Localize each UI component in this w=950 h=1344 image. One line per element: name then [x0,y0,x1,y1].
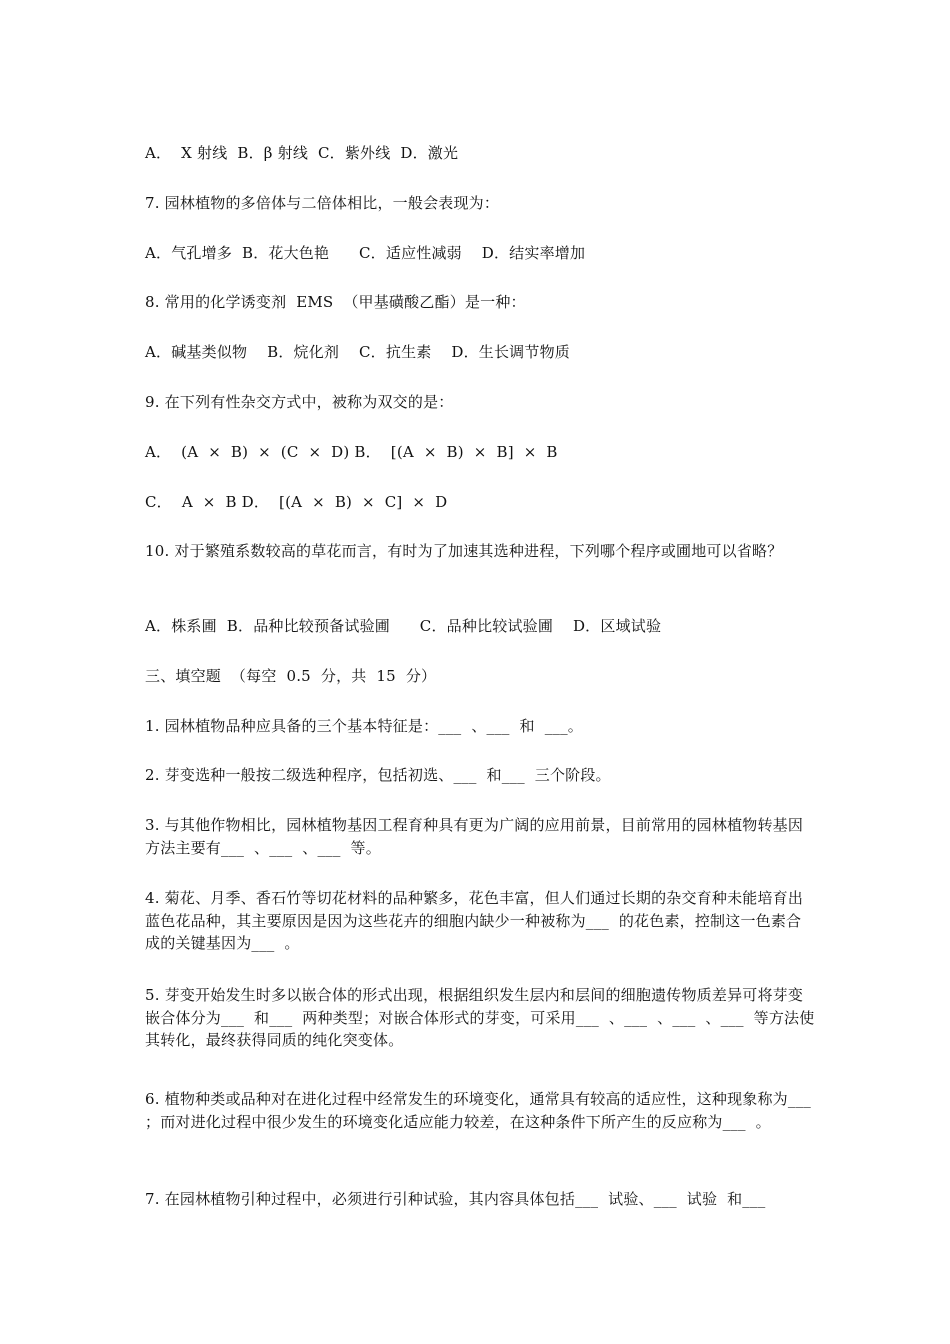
fill-q2: 2. 芽变选种一般按二级选种程序，包括初选、___ 和___ 三个阶段。 [145,766,611,784]
q9-question: 9. 在下列有性杂交方式中，被称为双交的是： [145,393,454,411]
fill-q1: 1. 园林植物品种应具备的三个基本特征是：___ 、___ 和 ___。 [145,717,583,735]
fill-q4: 4. 菊花、月季、香石竹等切花材料的品种繁多，花色丰富，但人们通过长期的杂交育种未能培育出蓝色花品种，其主要原因是因为这些花卉的细胞内缺少一种被称为___ 的花色素，控制这一色素合成的关键基因为___ 。 [145,889,804,952]
q9-options-ab: A． (A × B) × (C × D) B． [(A × B) × B] × B [145,443,558,461]
q8-question: 8. 常用的化学诱变剂 EMS （甲基磺酸乙酯）是一种： [145,293,526,311]
fill-q3: 3. 与其他作物相比，园林植物基因工程育种具有更为广阔的应用前景，目前常用的园林植物转基因方法主要有___ 、___ 、___ 等。 [145,816,804,857]
fill-q5: 5. 芽变开始发生时多以嵌合体的形式出现，根据组织发生层内和层间的细胞遗传物质差异可将芽变嵌合体分为___ 和___ 两种类型；对嵌合体形式的芽变，可采用___ 、___ 、___ 、___ 等方法使其转化，最终获得同质的纯化突变体。 [145,986,815,1049]
q8-options: A．碱基类似物 B．烷化剂 C．抗生素 D．生长调节物质 [145,343,570,361]
q9-options-cd: C． A × B D． [(A × B) × C] × D [145,493,448,511]
section-three-heading: 三、填空题 （每空 0.5 分，共 15 分） [145,667,437,685]
q10-question: 10. 对于繁殖系数较高的草花而言，有时为了加速其选种进程，下列哪个程序或圃地可以省略？ [145,542,783,560]
q6-options: A． X 射线 B．β 射线 C．紫外线 D．激光 [145,144,459,162]
fill-q6: 6. 植物种类或品种对在进化过程中经常发生的环境变化，通常具有较高的适应性，这种现象称为___ ；而对进化过程中很少发生的环境变化适应能力较差，在这种条件下所产生的反应称为___ 。 [145,1090,821,1131]
q10-options: A．株系圃 B．品种比较预备试验圃 C．品种比较试验圃 D．区域试验 [145,617,662,635]
fill-q7: 7. 在园林植物引种过程中，必须进行引种试验，其内容具体包括___ 试验、___ 试验 和___ [145,1190,766,1208]
q7-options: A．气孔增多 B．花大色艳 C．适应性减弱 D．结实率增加 [145,244,586,262]
q7-question: 7. 园林植物的多倍体与二倍体相比，一般会表现为： [145,194,500,212]
